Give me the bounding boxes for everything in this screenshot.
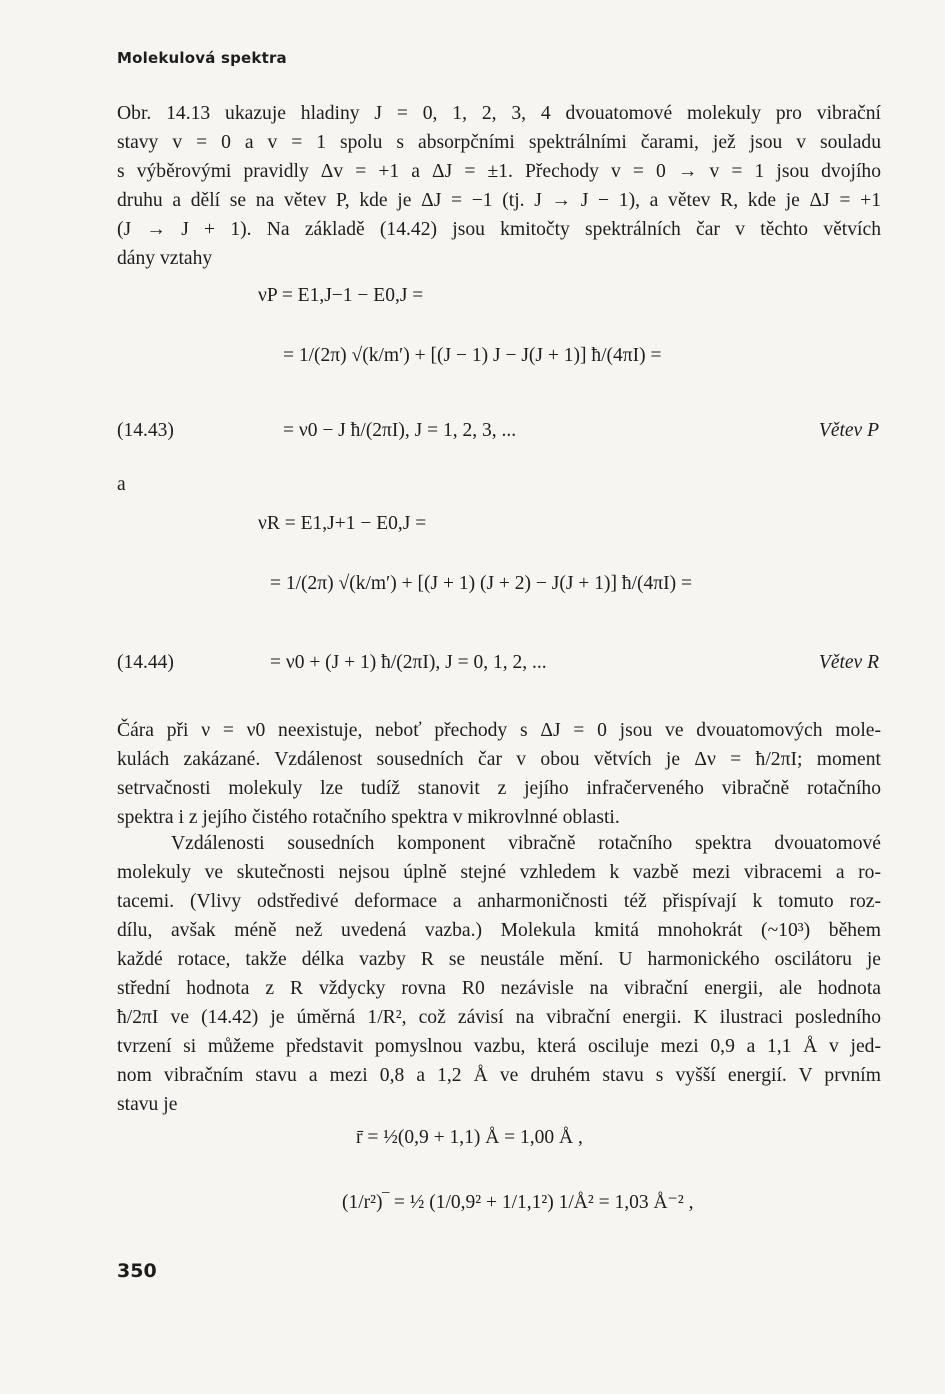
text-line: stavy v = 0 a v = 1 spolu s absorpčními spektrálními čarami, jež jsou v souladu (117, 132, 881, 153)
text-line: stavu je (117, 1094, 178, 1115)
text-line: Vzdálenosti sousedních komponent vibračně rotačního spektra dvouatomové (171, 833, 881, 854)
text-line: tvrzení si můžeme představit pomyslnou vazbu, která osciluje mezi 0,9 a 1,1 Å v jed- (117, 1036, 881, 1057)
equation-number: (14.44) (117, 652, 174, 673)
equation-r-line3: = ν0 + (J + 1) ħ/(2πI), J = 0, 1, 2, ... (270, 652, 547, 673)
text-line: (J → J + 1). Na základě (14.42) jsou kmitočty spektrálních čar v těchto větvích (117, 219, 881, 240)
text-line: každé rotace, takže délka vazby R se neustále mění. U harmonického oscilátoru je (117, 949, 881, 970)
paragraph-line-spacing (117, 716, 881, 832)
equation-r-line1: νR = E1,J+1 − E0,J = (258, 513, 427, 534)
text-line: spektra i z jejího čistého rotačního spektra v mikrovlnné oblasti. (117, 807, 620, 828)
text-line: dány vztahy (117, 248, 213, 269)
equation-p-line3: = ν0 − J ħ/(2πI), J = 1, 2, 3, ... (283, 420, 517, 441)
equation-mean-inverse-square: (1/r²)‾ = ½ (1/0,9² + 1/1,1²) 1/Å² = 1,03 Å⁻² , (342, 1192, 694, 1213)
text-line: dílu, avšak méně než uvedená vazba.) Molekula kmitá mnohokrát (~10³) během (117, 920, 881, 941)
equation-number: (14.43) (117, 420, 174, 441)
text-line: kulách zakázané. Vzdálenost sousedních čar v obou větvích je Δν = ħ/2πI; moment (117, 749, 881, 770)
text-line: střední hodnota z R vždycky rovna R0 nezávisle na vibrační energii, ale hodnota (117, 978, 881, 999)
text-line: Obr. 14.13 ukazuje hladiny J = 0, 1, 2, 3, 4 dvouatomové molekuly pro vibrační (117, 103, 881, 124)
equation-r-line2: = 1/(2π) √(k/m′) + [(J + 1) (J + 2) − J(J + 1)] ħ/(4πI) = (270, 573, 692, 594)
branch-label: Větev P (818, 420, 879, 441)
equation-p-line1: νP = E1,J−1 − E0,J = (258, 285, 424, 306)
text-line: Čára při ν = ν0 neexistuje, neboť přechody s ΔJ = 0 jsou ve dvouatomových mole- (117, 720, 881, 741)
text-line: s výběrovými pravidly Δv = +1 a ΔJ = ±1. Přechody v = 0 → v = 1 jsou dvojího (117, 161, 881, 182)
text-line: tacemi. (Vlivy odstředivé deformace a anharmoničnosti též přispívají k tomuto roz- (117, 891, 881, 912)
paragraph-intro (117, 99, 881, 273)
conjunction: a (117, 474, 126, 495)
text-line: ħ/2πI ve (14.42) je úměrná 1/R², což závisí na vibrační energii. K ilustraci posledního (117, 1007, 881, 1028)
text-line: druhu a dělí se na větev P, kde je ΔJ = −1 (tj. J → J − 1), a větev R, kde je ΔJ = +1 (117, 190, 881, 211)
text-line: molekuly ve skutečnosti nejsou úplně stejné vzhledem k vazbě mezi vibracemi a ro- (117, 862, 881, 883)
text-line: nom vibračním stavu a mezi 0,8 a 1,2 Å ve druhém stavu s vyšší energií. V prvním (117, 1065, 881, 1086)
running-header: Molekulová spektra (117, 49, 287, 67)
page-number: 350 (117, 1260, 157, 1282)
equation-mean-r: r̄ = ½(0,9 + 1,1) Å = 1,00 Å , (356, 1127, 583, 1148)
text-line: setrvačnosti molekuly lze tudíž stanovit z jejího infračerveného vibračně rotačního (117, 778, 881, 799)
equation-p-line2: = 1/(2π) √(k/m′) + [(J − 1) J − J(J + 1)] ħ/(4πI) = (283, 345, 662, 366)
branch-label: Větev R (818, 652, 879, 673)
paragraph-coupling (117, 829, 881, 1119)
